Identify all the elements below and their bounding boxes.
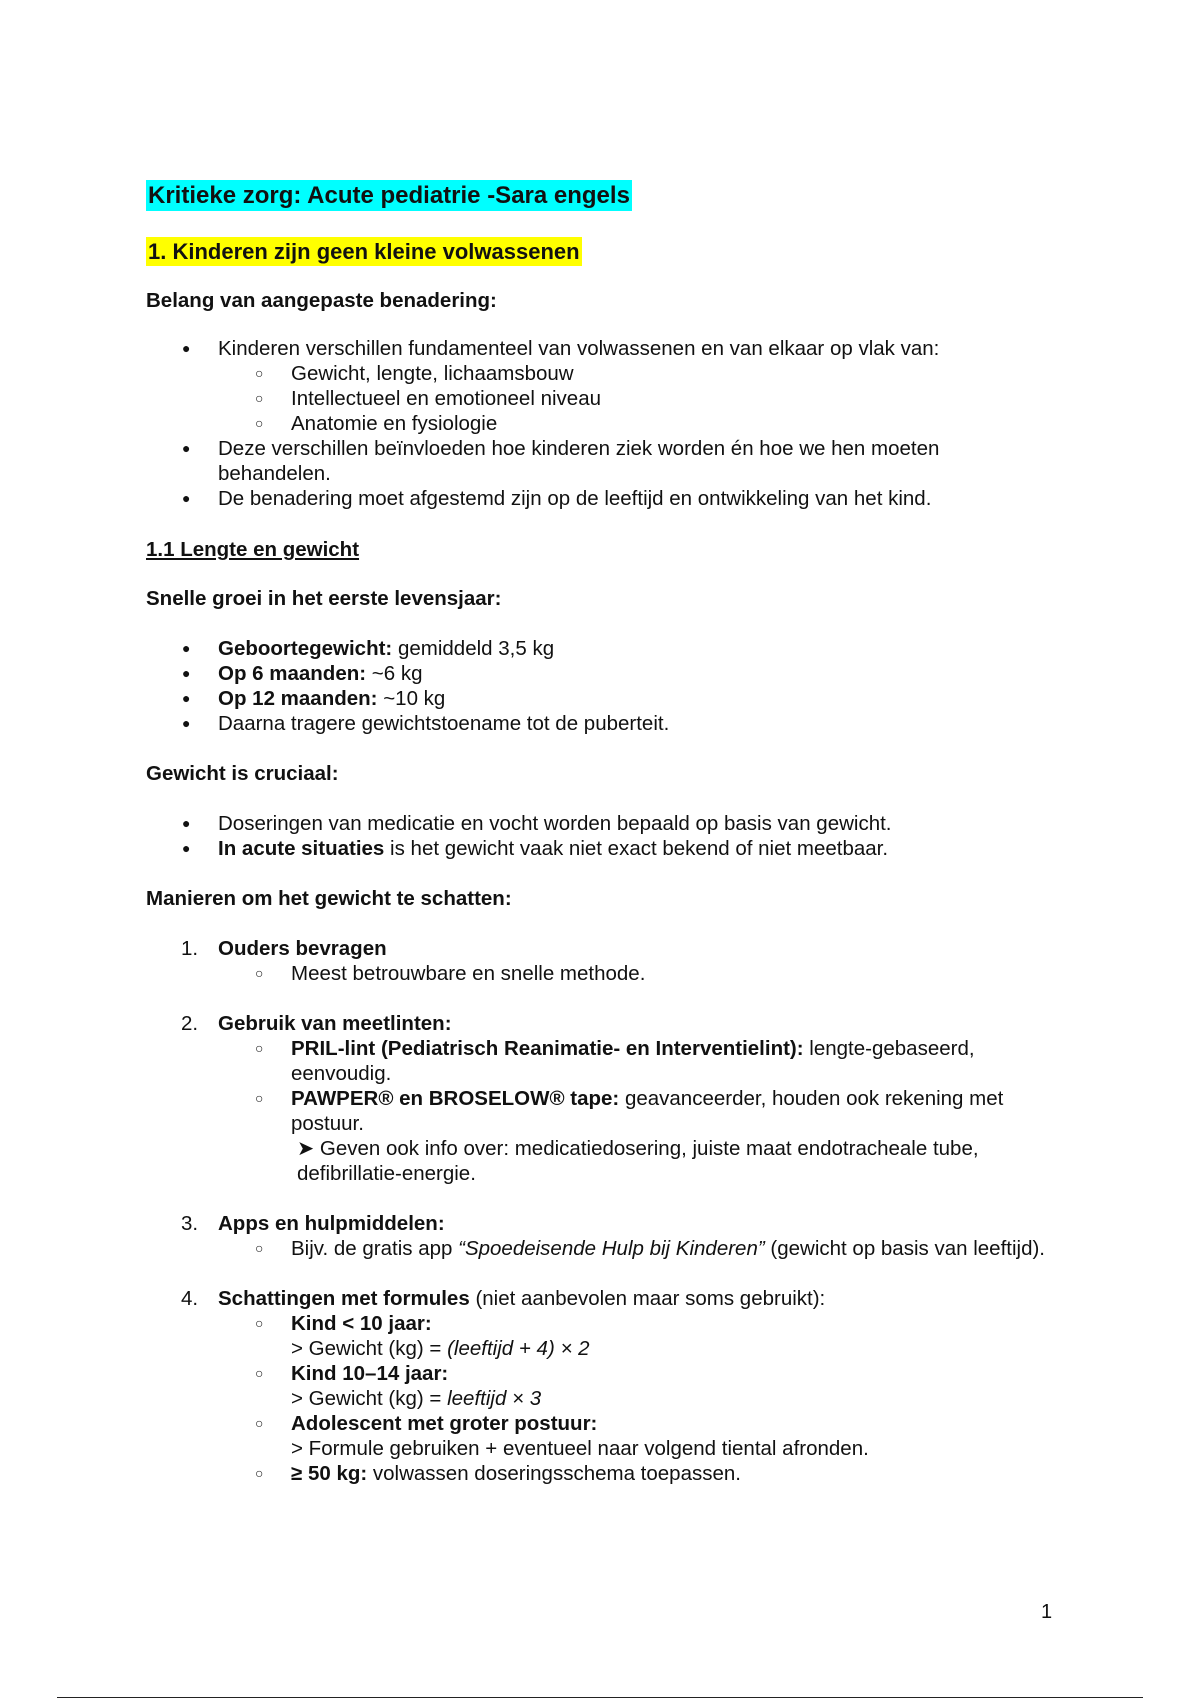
growth-heading: Snelle groei in het eerste levensjaar:	[146, 587, 502, 610]
section-1-heading: 1. Kinderen zijn geen kleine volwassenen	[148, 239, 580, 264]
document-title: Kritieke zorg: Acute pediatrie -Sara engels	[148, 182, 630, 209]
document-content	[146, 180, 1046, 1486]
section-1-1-heading: 1.1 Lengte en gewicht	[146, 538, 360, 561]
page-number: 1	[1041, 1601, 1053, 1623]
list-subitem: ○ Gewicht, lengte, lichaamsbouw	[146, 361, 1046, 386]
list-subitem: ○ Adolescent met groter postuur: > Formule gebruiken + eventueel naar volgend tiental afronden.	[146, 1411, 1046, 1461]
methods-heading: Manieren om het gewicht te schatten:	[146, 887, 512, 910]
list-subitem: ○ PRIL-lint (Pediatrisch Reanimatie- en Interventielint): lengte-gebaseerd, eenvoudig.	[146, 1036, 1046, 1086]
list-item: ● Kinderen verschillen fundamenteel van volwassenen en van elkaar op vlak van:	[146, 336, 1046, 361]
list-subitem: ○ Bijv. de gratis app “Spoedeisende Hulp bij Kinderen” (gewicht op basis van leeftijd).	[146, 1236, 1046, 1261]
method-item: 1. Ouders bevragen	[181, 937, 387, 960]
method-item: 2. Gebruik van meetlinten:	[181, 1012, 452, 1035]
methods-list	[146, 936, 1046, 1486]
crucial-list	[146, 811, 1046, 861]
list-item: ● De benadering moet afgestemd zijn op de leeftijd en ontwikkeling van het kind.	[146, 486, 1046, 511]
list-item: ● Geboortegewicht: gemiddeld 3,5 kg	[146, 636, 1046, 661]
page-divider	[57, 1697, 1143, 1698]
list-subitem: ○ ≥ 50 kg: volwassen doseringsschema toepassen.	[146, 1461, 1046, 1486]
section-1-bullets	[146, 336, 1046, 511]
list-item: ● Doseringen van medicatie en vocht worden bepaald op basis van gewicht.	[146, 811, 1046, 836]
tape-info-note: ➤ Geven ook info over: medicatiedosering, juiste maat endotracheale tube, defibrillatie-energie.	[297, 1137, 979, 1185]
list-item: ● In acute situaties is het gewicht vaak niet exact bekend of niet meetbaar.	[146, 836, 1046, 861]
list-subitem: ○ Kind 10–14 jaar: > Gewicht (kg) = leeftijd × 3	[146, 1361, 1046, 1411]
list-item: ● Deze verschillen beïnvloeden hoe kinderen ziek worden én hoe we hen moeten behandelen.	[146, 436, 1048, 486]
method-item: 4. Schattingen met formules (niet aanbevolen maar soms gebruikt):	[181, 1287, 826, 1310]
formula-line: > Gewicht (kg) = (leeftijd + 4) × 2	[291, 1337, 590, 1360]
method-item: 3. Apps en hulpmiddelen:	[181, 1212, 445, 1235]
list-subitem: ○ Kind < 10 jaar: > Gewicht (kg) = (leeftijd + 4) × 2	[146, 1311, 1046, 1361]
list-subitem: ○ Intellectueel en emotioneel niveau	[146, 386, 1046, 411]
formula-line: > Formule gebruiken + eventueel naar volgend tiental afronden.	[291, 1437, 869, 1460]
list-item: ● Daarna tragere gewichtstoename tot de puberteit.	[146, 711, 1046, 736]
growth-list	[146, 636, 1046, 736]
list-subitem: ○ Anatomie en fysiologie	[146, 411, 1046, 436]
list-subitem: ○ Meest betrouwbare en snelle methode.	[146, 961, 1046, 986]
list-item: ● Op 12 maanden: ~10 kg	[146, 686, 1046, 711]
list-item: ● Op 6 maanden: ~6 kg	[146, 661, 1046, 686]
section-1-subheading: Belang van aangepaste benadering:	[146, 289, 497, 312]
list-subitem: ○ PAWPER® en BROSELOW® tape: geavanceerder, houden ook rekening met postuur. ➤ Geven ook info over: medicatiedosering, juiste maat endotracheale tube, defibrillatie-energie.	[146, 1086, 1046, 1186]
crucial-heading: Gewicht is cruciaal:	[146, 762, 339, 785]
formula-line: > Gewicht (kg) = leeftijd × 3	[291, 1387, 542, 1410]
